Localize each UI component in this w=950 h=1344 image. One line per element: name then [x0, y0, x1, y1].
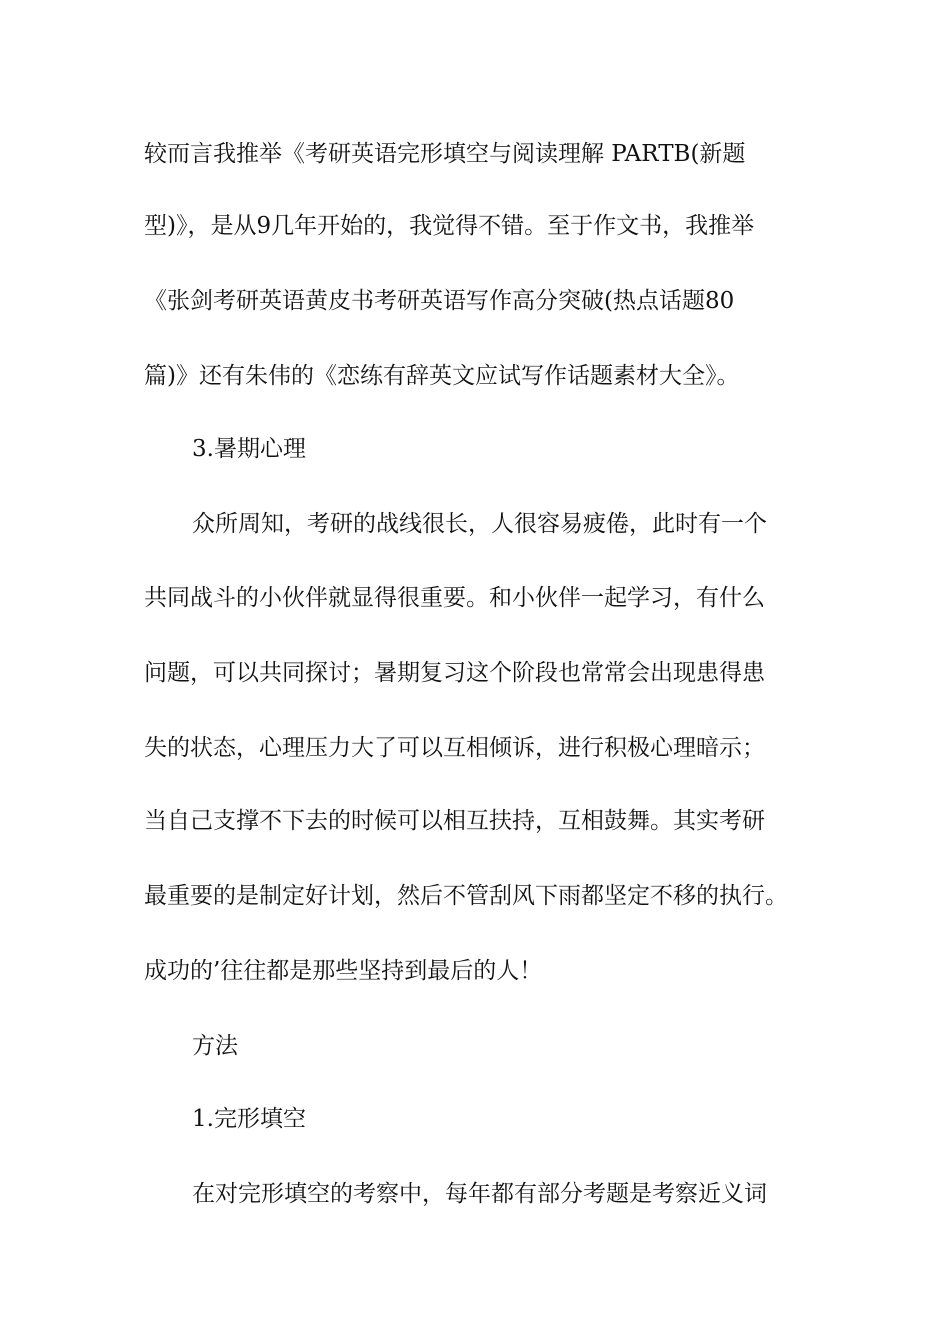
text-line: 问题，可以共同探讨；暑期复习这个阶段也常常会出现患得患 [144, 660, 765, 686]
text-line: 当自己支撑不下去的时候可以相互扶持，互相鼓舞。其实考研 [144, 808, 765, 834]
text-line: 在对完形填空的考察中，每年都有部分考题是考察近义词 [192, 1181, 767, 1207]
text-line: 共同战斗的小伙伴就显得很重要。和小伙伴一起学习，有什么 [144, 585, 765, 611]
section-heading: 3.暑期心理 [192, 436, 306, 462]
text-line: 最重要的是制定好计划，然后不管刮风下雨都坚定不移的执行。 [144, 883, 788, 909]
text-line: 成功的’往往都是那些坚持到最后的人！ [144, 958, 543, 984]
text-line: 型)》，是从9几年开始的，我觉得不错。至于作文书，我推举 [144, 213, 755, 239]
text-line: 失的状态，心理压力大了可以互相倾诉，进行积极心理暗示； [144, 735, 765, 761]
section-heading: 方法 [192, 1033, 238, 1059]
text-line: 较而言我推举《考研英语完形填空与阅读理解 PARTB(新题 [144, 141, 746, 167]
section-heading: 1.完形填空 [192, 1106, 306, 1132]
text-line: 《张剑考研英语黄皮书考研英语写作高分突破(热点话题80 [144, 288, 735, 314]
text-line: 篇)》还有朱伟的《恋练有辞英文应试写作话题素材大全》。 [144, 363, 740, 389]
text-line: 众所周知，考研的战线很长，人很容易疲倦，此时有一个 [192, 511, 767, 537]
